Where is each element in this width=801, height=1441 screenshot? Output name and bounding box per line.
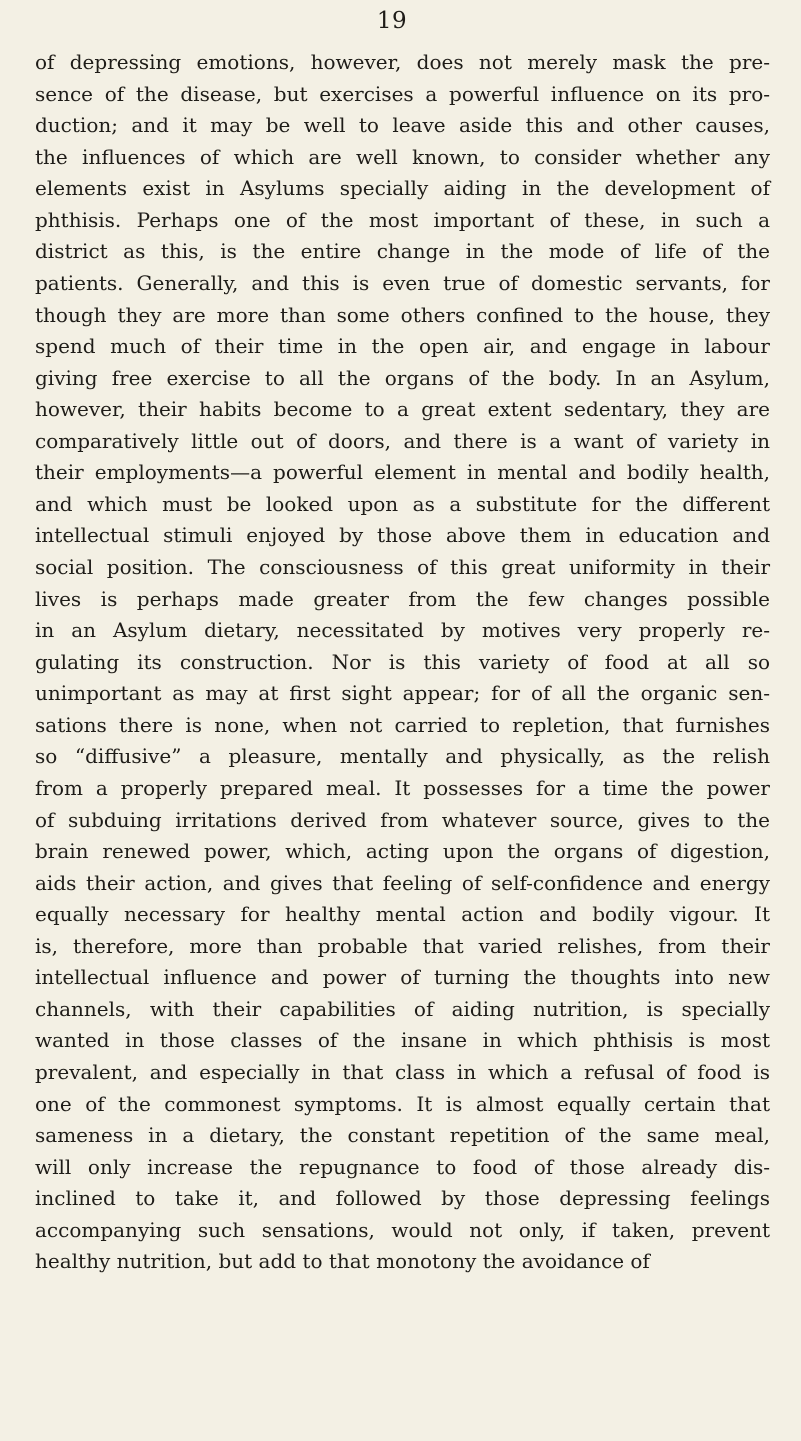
- text-line: and which must be looked upon as a substitute for the different: [35, 491, 770, 516]
- text-line: so “diffusive” a pleasure, mentally and physically, as the relish: [35, 744, 770, 769]
- text-line: spend much of their time in the open air, and engage in labour: [35, 334, 770, 359]
- text-line: giving free exercise to all the organs of the body. In an Asylum,: [35, 365, 770, 390]
- text-line: one of the commonest symptoms. It is almost equally certain that: [35, 1091, 770, 1116]
- text-line: patients. Generally, and this is even true of domestic servants, for: [35, 270, 770, 295]
- text-line: sameness in a dietary, the constant repetition of the same meal,: [35, 1123, 770, 1148]
- text-line: their employments—a powerful element in mental and bodily health,: [35, 460, 770, 485]
- text-line: channels, with their capabilities of aiding nutrition, is specially: [35, 996, 770, 1021]
- text-line: of depressing emotions, however, does not merely mask the pre-: [35, 50, 770, 74]
- text-line: sations there is none, when not carried to repletion, that furnishes: [35, 712, 770, 737]
- text-line: lives is perhaps made greater from the few changes possible: [35, 586, 770, 611]
- text-line: elements exist in Asylums specially aiding in the development of: [35, 176, 770, 201]
- text-line: duction; and it may be well to leave aside this and other causes,: [35, 113, 770, 138]
- text-line: district as this, is the entire change in the mode of life of the: [35, 239, 770, 264]
- text-line: gulating its construction. Nor is this variety of food at all so: [35, 649, 770, 674]
- text-line: wanted in those classes of the insane in which phthisis is most: [35, 1028, 770, 1053]
- text-line: accompanying such sensations, would not only, if taken, prevent: [35, 1217, 770, 1242]
- text-line: the influences of which are well known, to consider whether any: [35, 144, 770, 169]
- page-number: 19: [376, 8, 408, 34]
- text-line: aids their action, and gives that feeling of self-confidence and energy: [35, 870, 770, 895]
- text-line: will only increase the repugnance to food of those already dis-: [35, 1154, 770, 1179]
- text-line: equally necessary for healthy mental action and bodily vigour. It: [35, 902, 770, 927]
- body-text: [35, 47, 770, 1278]
- text-line: social position. The consciousness of this great uniformity in their: [35, 555, 770, 579]
- text-line: though they are more than some others confined to the house, they: [35, 302, 770, 327]
- text-line: unimportant as may at first sight appear; for of all the organic sen-: [35, 681, 770, 706]
- text-line: however, their habits become to a great extent sedentary, they are: [35, 397, 770, 422]
- text-line: sence of the disease, but exercises a powerful influence on its pro-: [35, 81, 770, 106]
- text-line: phthisis. Perhaps one of the most important of these, in such a: [35, 207, 770, 232]
- text-line: comparatively little out of doors, and there is a want of variety in: [35, 428, 770, 453]
- text-line: from a properly prepared meal. It possesses for a time the power: [35, 775, 770, 800]
- text-line: inclined to take it, and followed by those depressing feelings: [35, 1186, 770, 1211]
- text-line: brain renewed power, which, acting upon the organs of digestion,: [35, 839, 770, 864]
- text-line: healthy nutrition, but add to that monotony the avoidance of: [35, 1249, 650, 1274]
- text-line: intellectual influence and power of turning the thoughts into new: [35, 965, 770, 990]
- text-line: of subduing irritations derived from whatever source, gives to the: [35, 807, 770, 832]
- text-line: is, therefore, more than probable that varied relishes, from their: [35, 933, 770, 958]
- text-line: in an Asylum dietary, necessitated by motives very properly re-: [35, 618, 770, 643]
- text-line: intellectual stimuli enjoyed by those above them in education and: [35, 523, 770, 548]
- text-line: prevalent, and especially in that class in which a refusal of food is: [35, 1060, 770, 1084]
